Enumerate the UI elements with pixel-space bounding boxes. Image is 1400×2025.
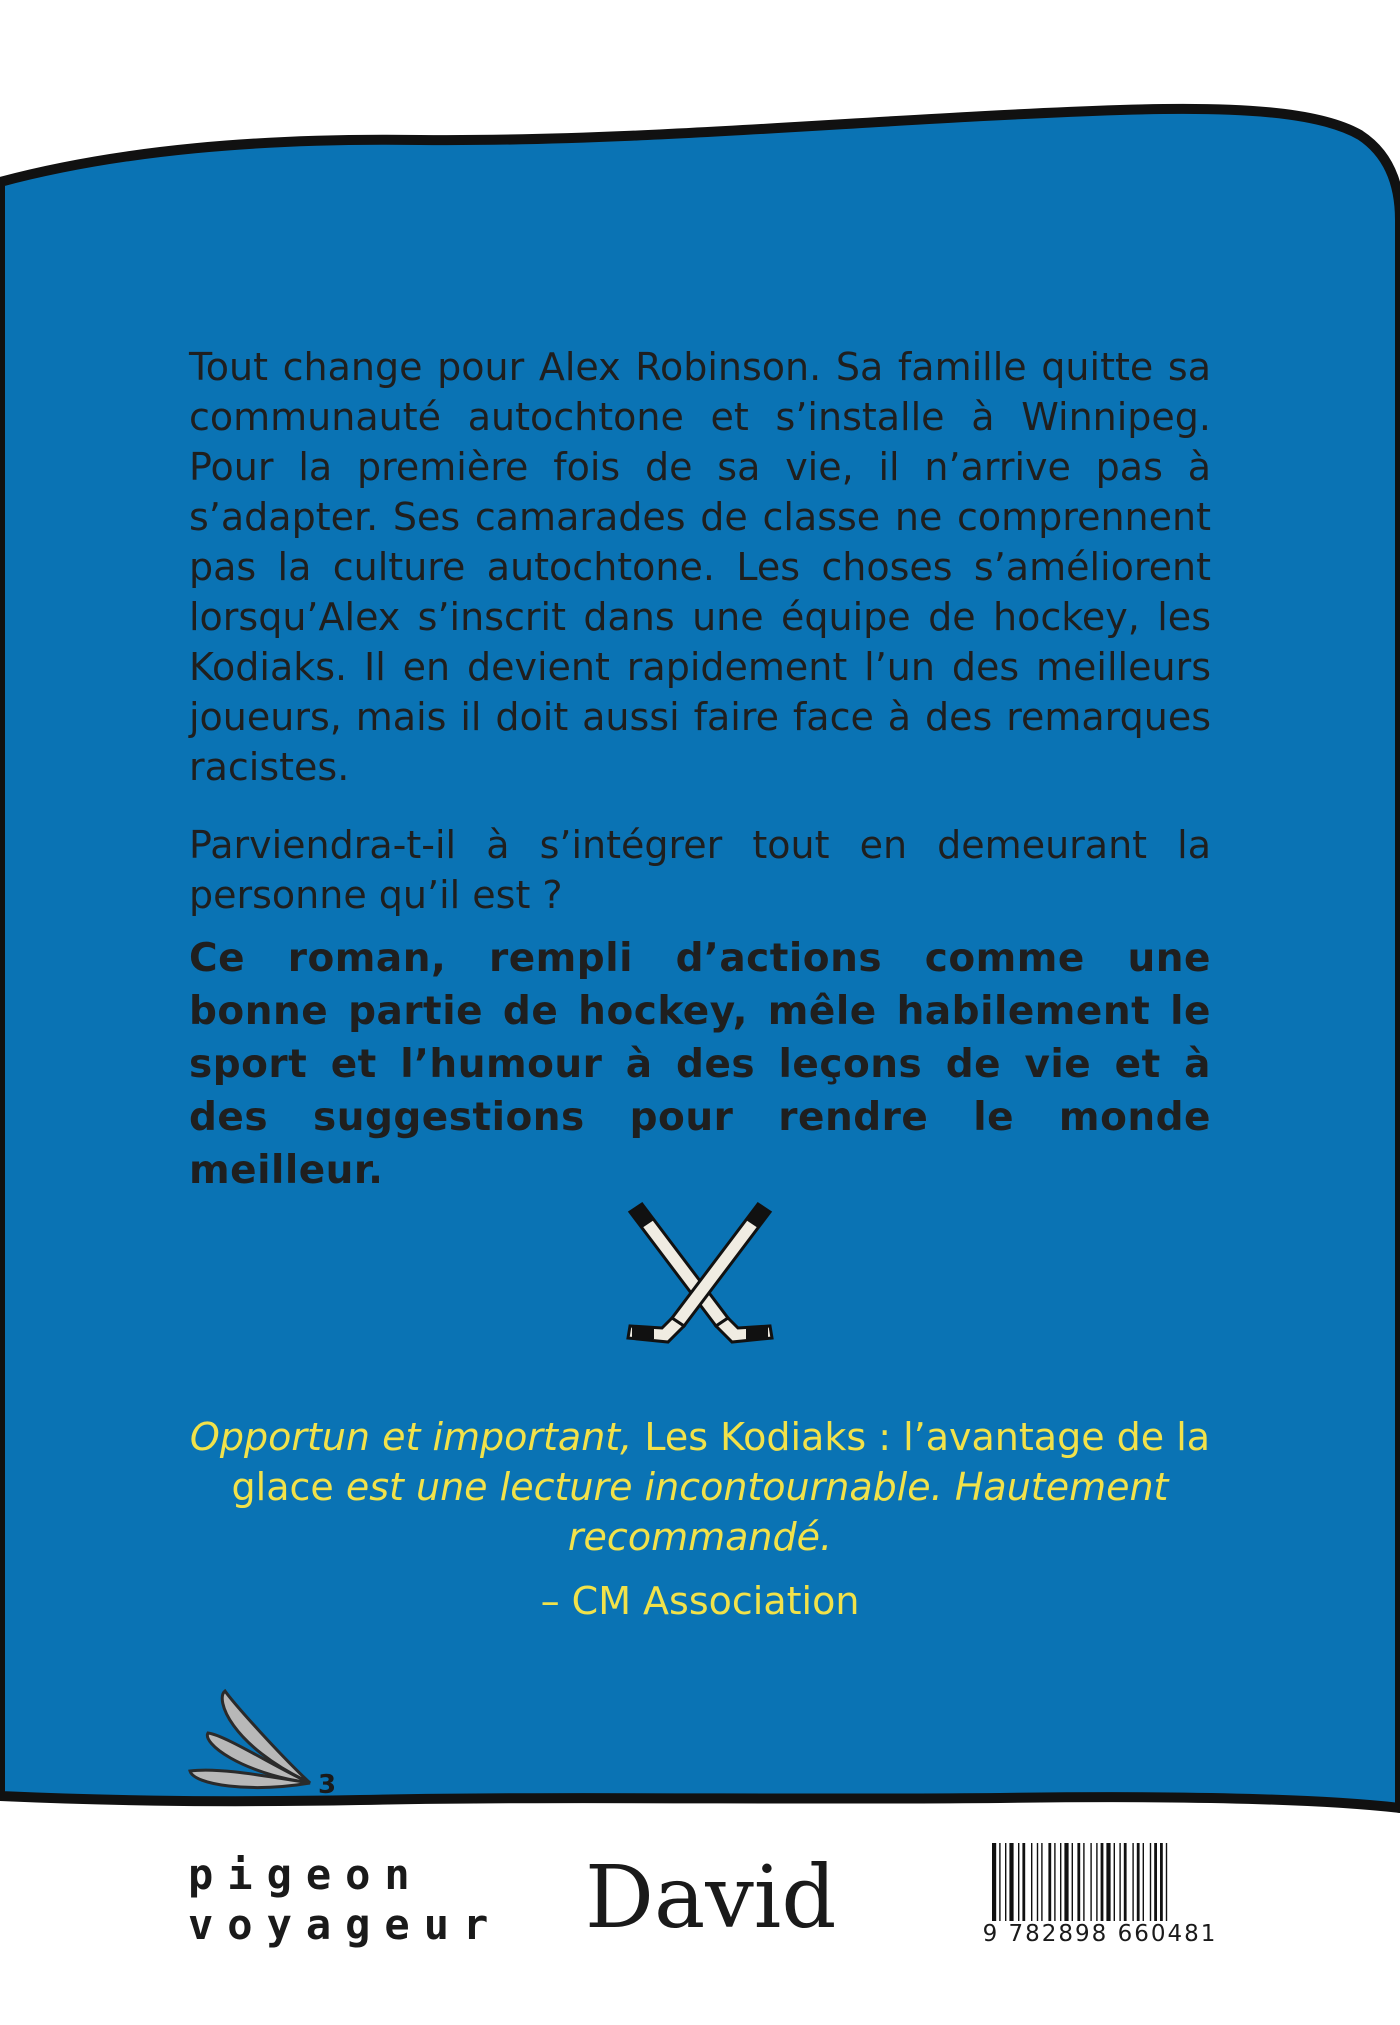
synopsis-text [189,342,1211,948]
synopsis-paragraph-1: Tout change pour Alex Robinson. Sa famille quitte sa communauté autochtone et s’installe à Winnipeg. Pour la première fois de sa vie, il n’arrive pas à s’adapter. Ses camarades de classe ne comprennent pas la culture autochtone. Les choses s’améliorent lorsqu’Alex s’inscrit dans une équipe de hockey, les Kodiaks. Il en devient rapidement l’un des meilleurs joueurs, mais il doit aussi faire face à des remarques racistes. [189,345,1211,789]
pitch-text: Ce roman, rempli d’actions comme une bonne partie de hockey, mêle habilement le sport et l’humour à des leçons de vie et à des suggestions pour rendre le monde meilleur. [189,936,1211,1193]
quote-part-3: est une lecture incontournable. Hautement recommandé. [333,1465,1169,1559]
quote-part-1: Opportun et important, [189,1415,633,1459]
feather-series-icon [180,1685,340,1805]
synopsis-paragraph-2: Parviendra-t-il à s’intégrer tout en demeurant la personne qu’il est ? [189,823,1211,917]
logo-line-2: voyageur [188,1900,503,1949]
logo-line-1: pigeon [188,1850,424,1899]
review-quote [189,1412,1211,1626]
david-logo: David [585,1848,837,1948]
isbn-number: 9 782898 660481 [982,1921,1218,1947]
pigeon-voyageur-logo [188,1850,503,1950]
quote-book-title: Les Kodiaks : l’avantage de la glace [231,1415,1211,1509]
crossed-hockey-sticks-icon [620,1200,780,1350]
quote-source: – CM Association [540,1579,860,1623]
series-number: 3 [318,1770,337,1800]
